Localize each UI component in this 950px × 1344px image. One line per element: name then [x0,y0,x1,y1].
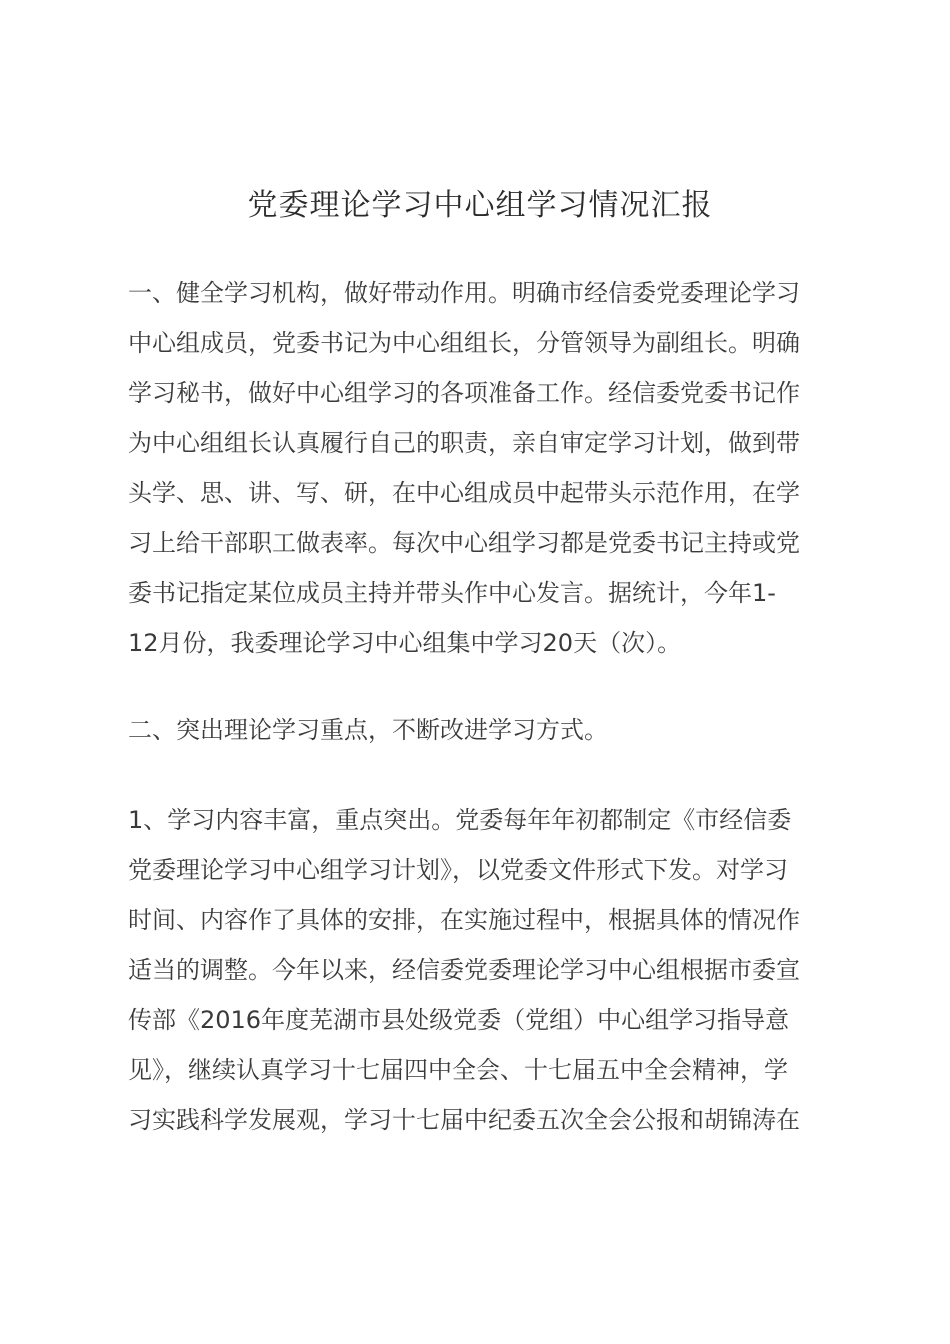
paragraph-line: 学习秘书，做好中心组学习的各项准备工作。经信委党委书记作 [128,379,800,407]
paragraph-line: 时间、内容作了具体的安排，在实施过程中，根据具体的情况作 [128,906,800,934]
paragraph-line: 习上给干部职工做表率。每次中心组学习都是党委书记主持或党 [128,529,800,557]
paragraph-line: 头学、思、讲、写、研，在中心组成员中起带头示范作用，在学 [128,479,800,507]
paragraph-line: 习实践科学发展观，学习十七届中纪委五次全会公报和胡锦涛在 [128,1106,800,1134]
paragraph-line: 12月份，我委理论学习中心组集中学习20天（次）。 [128,629,682,657]
paragraph-3 [128,795,848,1145]
paragraph-line: 一、健全学习机构，做好带动作用。明确市经信委党委理论学习 [128,279,800,307]
paragraph-line: 见》，继续认真学习十七届四中全会、十七届五中全会精神，学 [128,1056,788,1084]
paragraph-line: 二、突出理论学习重点，不断改进学习方式。 [128,716,608,744]
paragraph-2 [128,705,848,755]
paragraph-line: 1、学习内容丰富，重点突出。党委每年年初都制定《市经信委 [128,806,792,834]
paragraph-line: 中心组成员，党委书记为中心组组长，分管领导为副组长。明确 [128,329,800,357]
paragraph-line: 传部《2016年度芜湖市县处级党委（党组）中心组学习指导意 [128,1006,790,1034]
paragraph-line: 委书记指定某位成员主持并带头作中心发言。据统计，今年1- [128,579,776,607]
paragraph-line: 适当的调整。今年以来，经信委党委理论学习中心组根据市委宣 [128,956,800,984]
paragraph-line: 为中心组组长认真履行自己的职责，亲自审定学习计划，做到带 [128,429,800,457]
paragraph-1 [128,268,848,668]
paragraph-line: 党委理论学习中心组学习计划》，以党委文件形式下发。对学习 [128,856,788,884]
document-title: 党委理论学习中心组学习情况汇报 [247,188,713,223]
